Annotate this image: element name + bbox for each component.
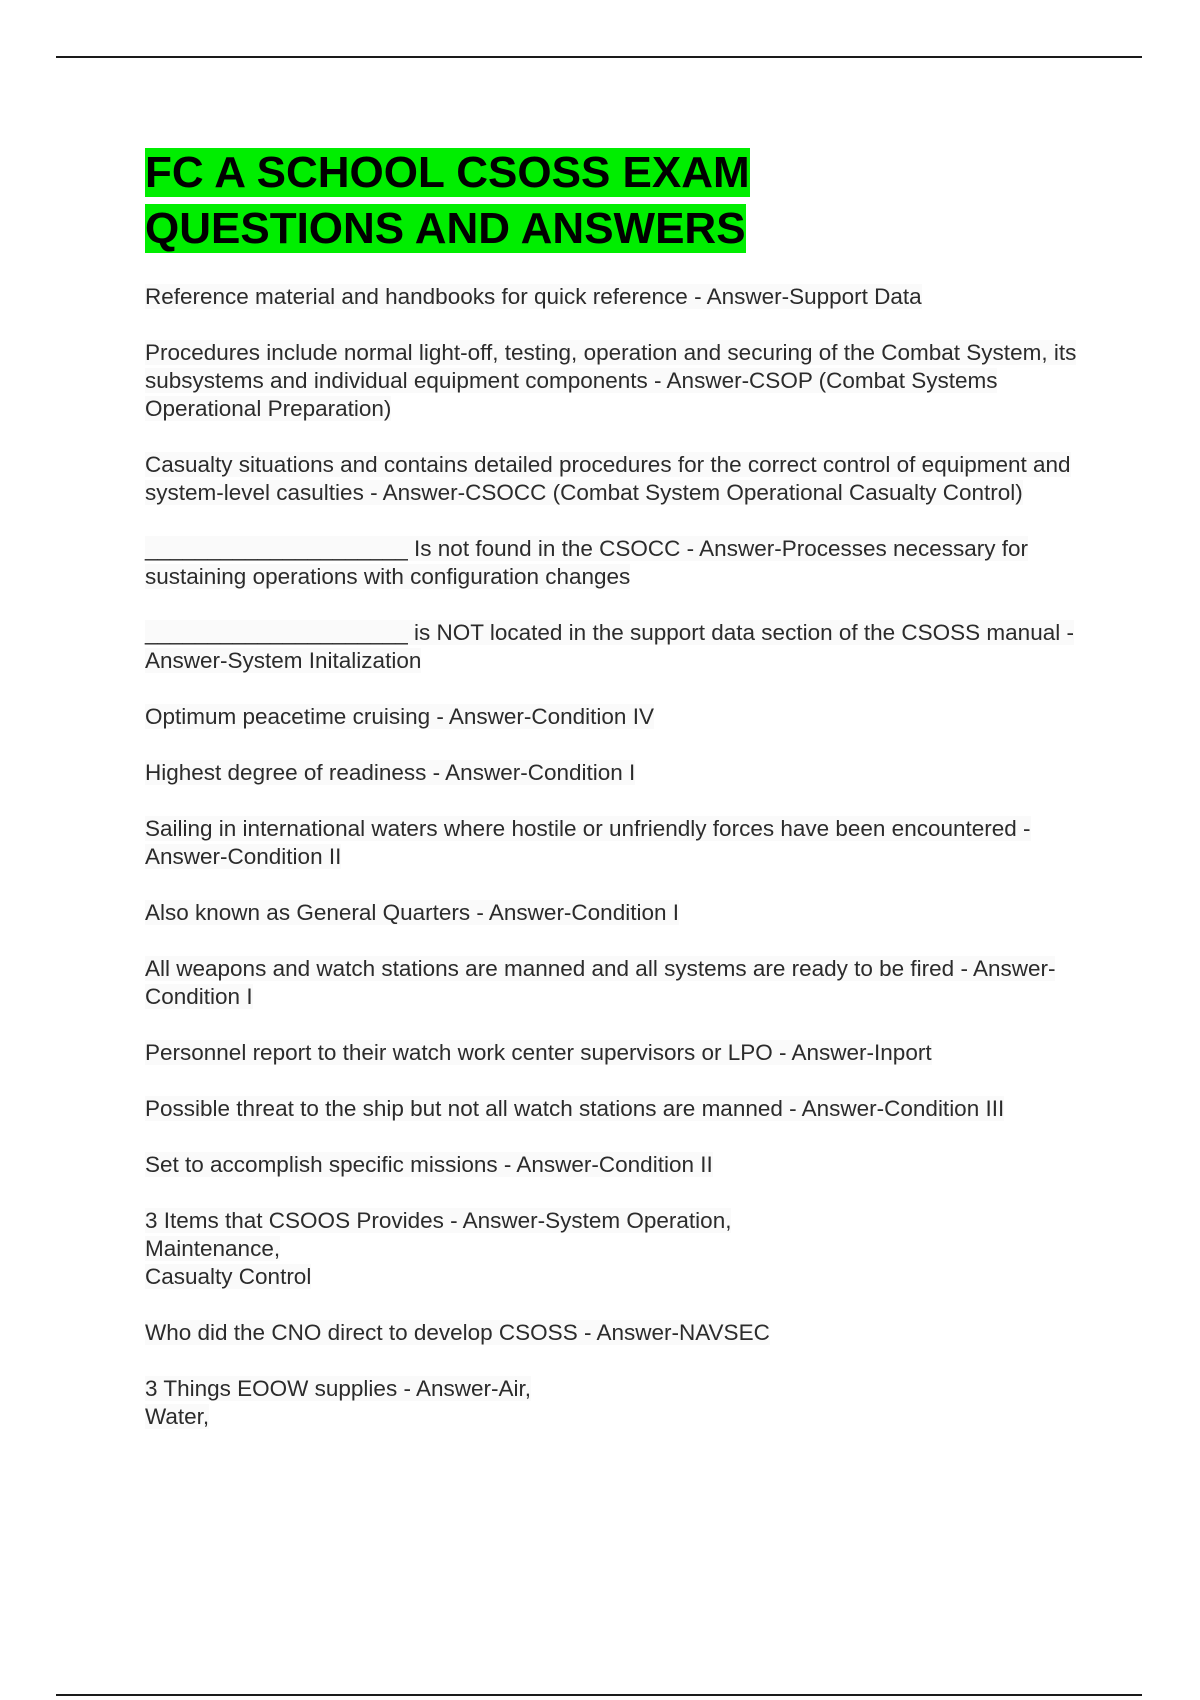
qa-item: Also known as General Quarters - Answer-Condition I [145,900,679,925]
title-line-1: FC A SCHOOL CSOSS EXAM [145,148,750,197]
qa-item: All weapons and watch stations are manned and all systems are ready to be fired - Answer-Condition I [145,956,1056,1009]
qa-item: Procedures include normal light-off, testing, operation and securing of the Combat System, its subsystems and individual equipment components - Answer-CSOP (Combat Systems Operational Preparation) [145,340,1077,421]
title-line-2: QUESTIONS AND ANSWERS [145,204,746,253]
qa-item: 3 Items that CSOOS Provides - Answer-System Operation, Maintenance, Casualty Control [145,1208,732,1289]
qa-item: _____________________ is NOT located in the support data section of the CSOSS manual - Answer-System Initalization [145,620,1074,673]
qa-item: Reference material and handbooks for quick reference - Answer-Support Data [145,284,922,309]
qa-item: Personnel report to their watch work center supervisors or LPO - Answer-Inport [145,1040,932,1065]
header-rule [56,56,1142,58]
qa-item: 3 Things EOOW supplies - Answer-Air, Water, [145,1376,531,1429]
qa-item: Who did the CNO direct to develop CSOSS - Answer-NAVSEC [145,1320,770,1345]
document-title [145,145,1090,257]
qa-item: Casualty situations and contains detailed procedures for the correct control of equipment and system-level casulties - Answer-CSOCC (Combat System Operational Casualty Control) [145,452,1071,505]
qa-item: Sailing in international waters where hostile or unfriendly forces have been encountered - Answer-Condition II [145,816,1031,869]
qa-item: Set to accomplish specific missions - Answer-Condition II [145,1152,713,1177]
qa-item: _____________________ Is not found in the CSOCC - Answer-Processes necessary for sustaining operations with configuration changes [145,536,1029,589]
qa-item: Highest degree of readiness - Answer-Condition I [145,760,636,785]
qa-item: Optimum peacetime cruising - Answer-Condition IV [145,704,654,729]
footer-rule [56,1694,1142,1696]
qa-item: Possible threat to the ship but not all watch stations are manned - Answer-Condition III [145,1096,1005,1121]
document-body [145,145,1090,1459]
